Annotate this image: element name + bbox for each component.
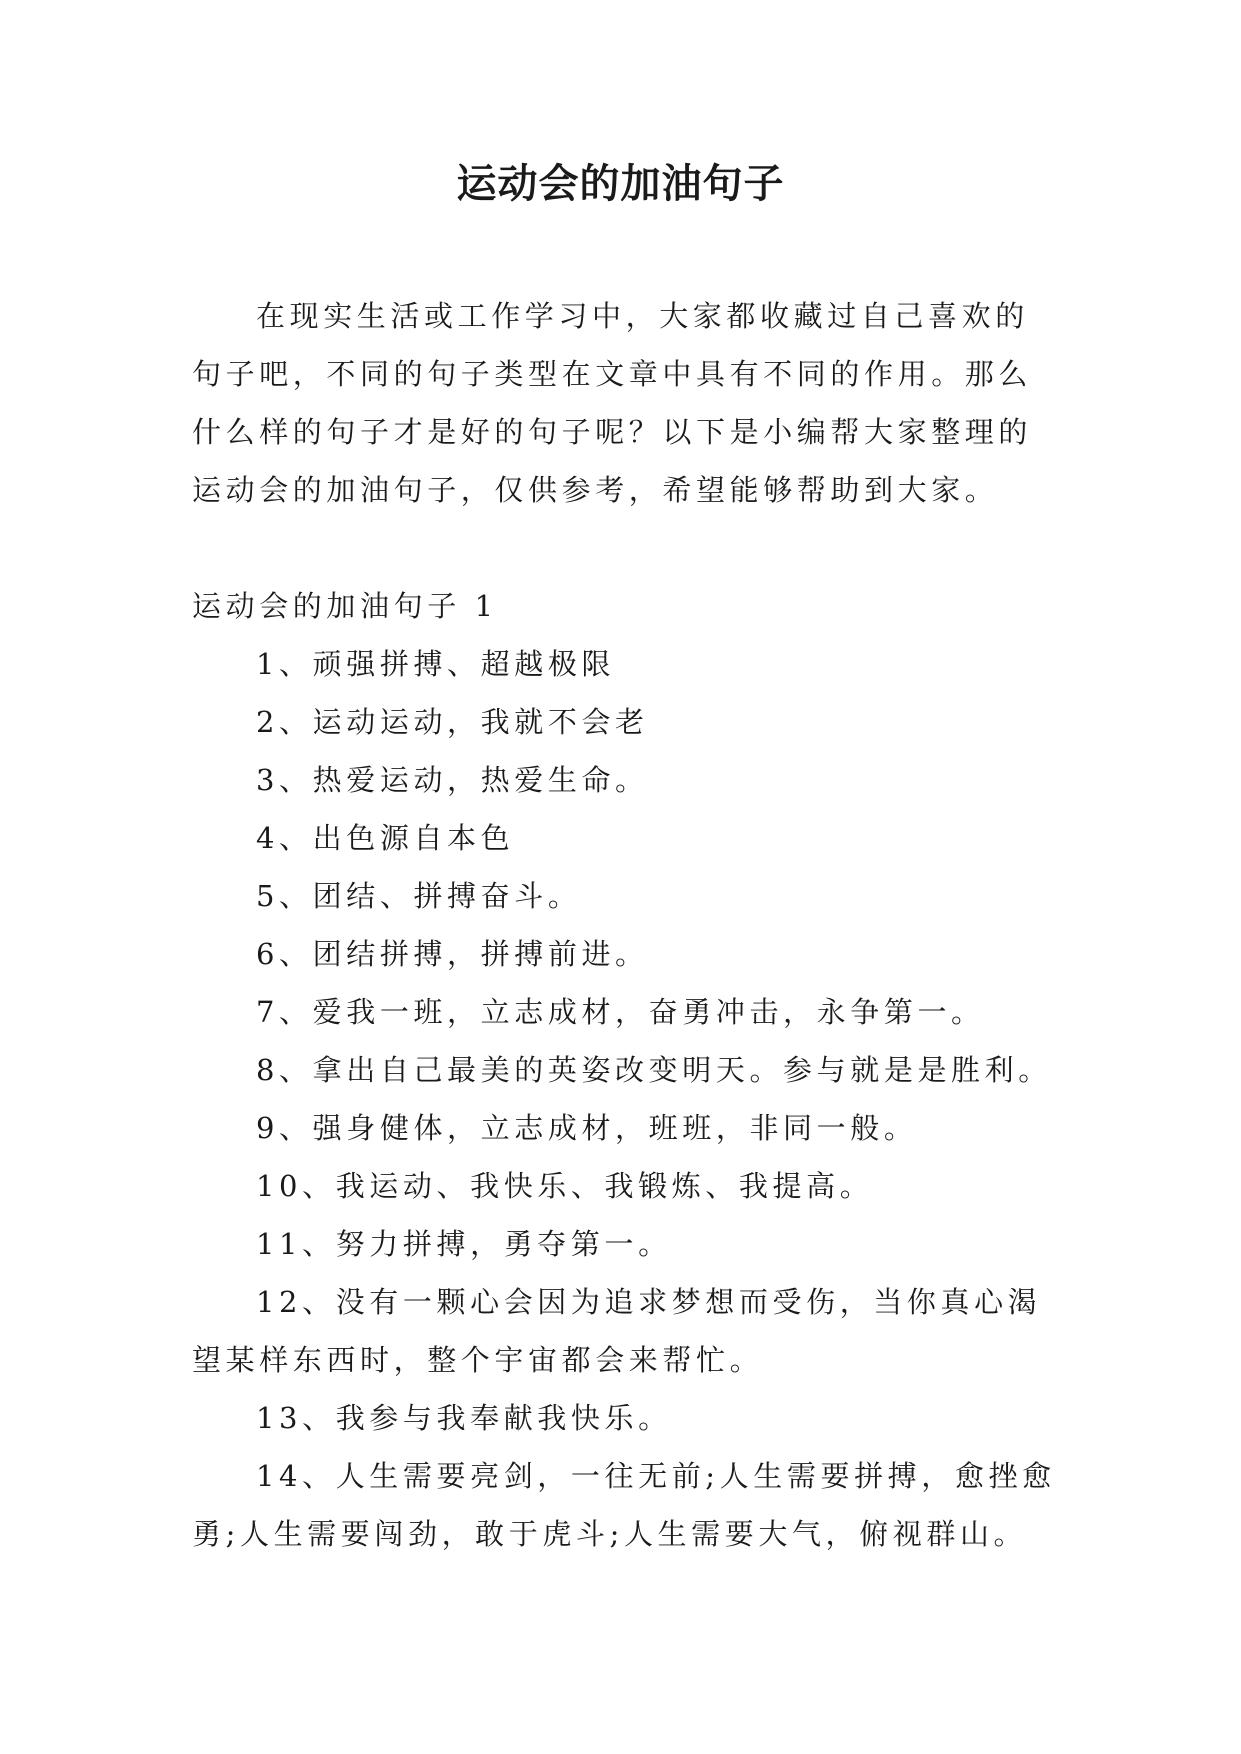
document-body <box>192 287 1062 1563</box>
cheer-list <box>192 635 1062 1563</box>
list-item: 14、人生需要亮剑，一往无前;人生需要拼搏，愈挫愈勇;人生需要闯劲，敢于虎斗;人生需要大气，俯视群山。 <box>192 1459 1056 1551</box>
list-item: 8、拿出自己最美的英姿改变明天。参与就是是胜利。 <box>256 1053 1052 1087</box>
list-item: 3、热爱运动，热爱生命。 <box>256 763 649 797</box>
document-title: 运动会的加油句子 <box>456 161 785 207</box>
list-item: 6、团结拼搏，拼搏前进。 <box>256 937 649 971</box>
intro-paragraph: 在现实生活或工作学习中，大家都收藏过自己喜欢的句子吧，不同的句子类型在文章中具有不同的作用。那么什么样的句子才是好的句子呢？以下是小编帮大家整理的运动会的加油句子，仅供参考，希望能够帮助到大家。 <box>192 299 1033 507</box>
list-item: 9、强身健体，立志成材，班班，非同一般。 <box>256 1111 918 1145</box>
section-heading: 运动会的加油句子 1 <box>192 589 498 623</box>
list-item: 12、没有一颗心会因为追求梦想而受伤，当你真心渴望某样东西时，整个宇宙都会来帮忙。 <box>192 1285 1042 1377</box>
list-item: 1、顽强拼搏、超越极限 <box>256 647 616 681</box>
list-item: 7、爱我一班，立志成材，奋勇冲击，永争第一。 <box>256 995 985 1029</box>
list-item: 13、我参与我奉献我快乐。 <box>256 1401 672 1435</box>
list-item: 4、出色源自本色 <box>256 821 515 855</box>
list-item: 10、我运动、我快乐、我锻炼、我提高。 <box>256 1169 874 1203</box>
list-item: 5、团结、拼搏奋斗。 <box>256 879 582 913</box>
list-item: 11、努力拼搏，勇夺第一。 <box>256 1227 672 1261</box>
list-item: 2、运动运动，我就不会老 <box>256 705 649 739</box>
